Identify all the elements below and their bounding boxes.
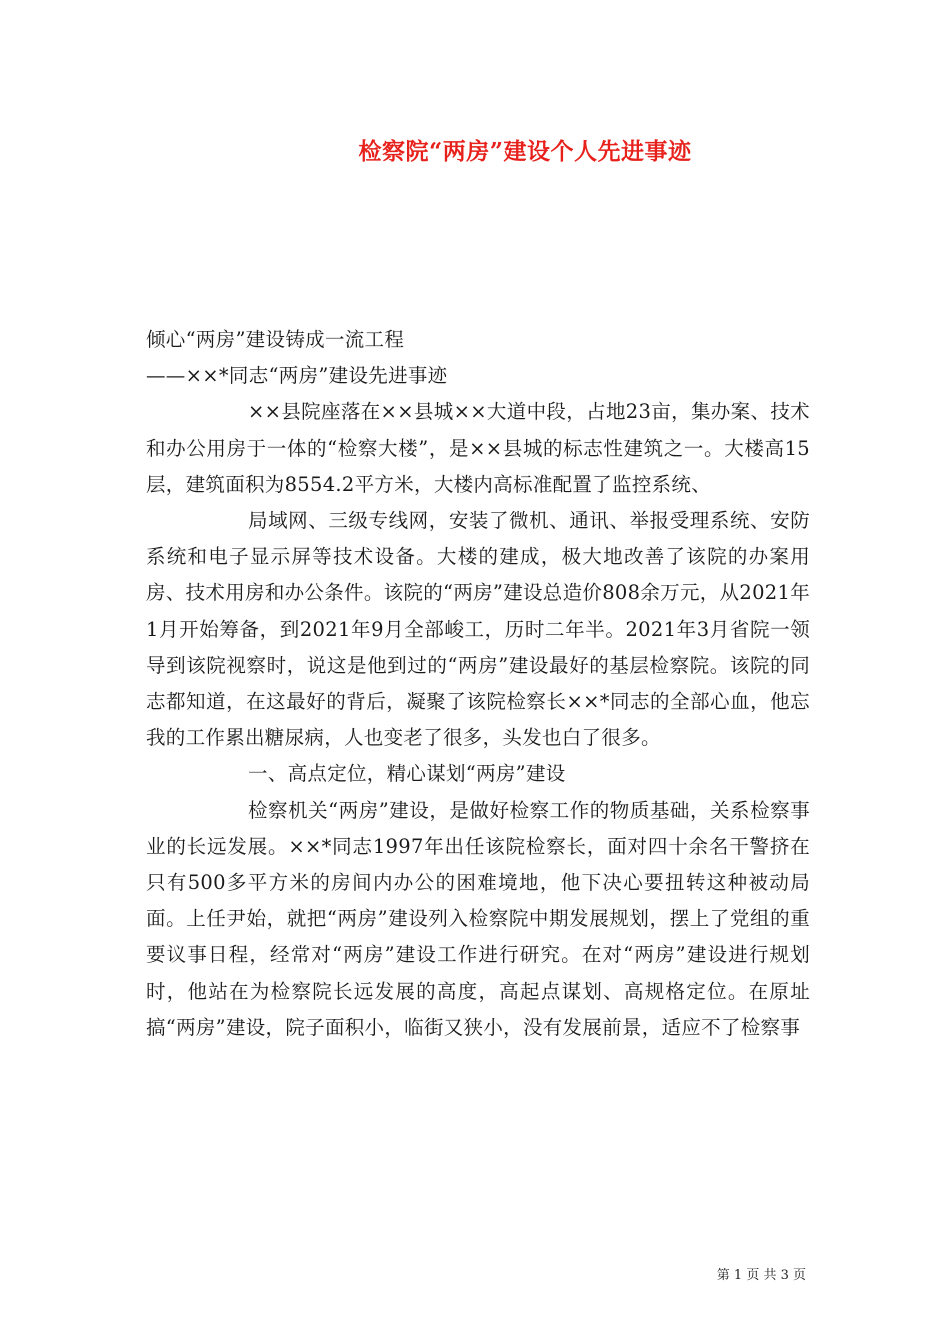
paragraph-3: 检察机关“两房”建设，是做好检察工作的物质基础，关系检察事业的长远发展。××*同志1997年出任该院检察长，面对四十余名干警挤在只有500多平方米的房间内办公的困难境地，他下决心要扭转这种被动局面。上任尹始，就把“两房”建设列入检察院中期发展规划，摆上了党组的重要议事日程，经常对“两房”建设工作进行研究。在对“两房”建设进行规划时，他站在为检察院长远发展的高度，高起点谋划、高规格定位。在原址搞“两房”建设，院子面积小，临街又狭小，没有发展前景，适应不了检察事 — [146, 798, 810, 1039]
subtitle-line-2: ——××*同志“两房”建设先进事迹 — [146, 364, 448, 388]
document-body — [146, 322, 810, 1046]
section-heading-1: 一、高点定位，精心谋划“两房”建设 — [248, 762, 566, 786]
subtitle-line-1: 倾心“两房”建设铸成一流工程 — [146, 328, 405, 351]
page-number-footer: 第 1 页 共 3 页 — [716, 1268, 806, 1283]
paragraph-2: 局域网、三级专线网，安装了微机、通讯、举报受理系统、安防系统和电子显示屏等技术设备。大楼的建成，极大地改善了该院的办案用房、技术用房和办公条件。该院的“两房”建设总造价808余万元，从2021年1月开始筹备，到2021年9月全部峻工，历时二年半。2021年3月省院一领导到该院视察时，说这是他到过的“两房”建设最好的基层检察院。该院的同志都知道，在这最好的背后，凝聚了该院检察长××*同志的全部心血，他忘我的工作累出糖尿病，人也变老了很多，头发也白了很多。 — [146, 509, 810, 750]
paragraph-1: ××县院座落在××县城××大道中段，占地23亩，集办案、技术和办公用房于一体的“检察大楼”，是××县城的标志性建筑之一。大楼高15层，建筑面积为8554.2平方米，大楼内高标准配置了监控系统、 — [146, 400, 810, 496]
document-title: 检察院“两房”建设个人先进事迹 — [358, 138, 692, 165]
